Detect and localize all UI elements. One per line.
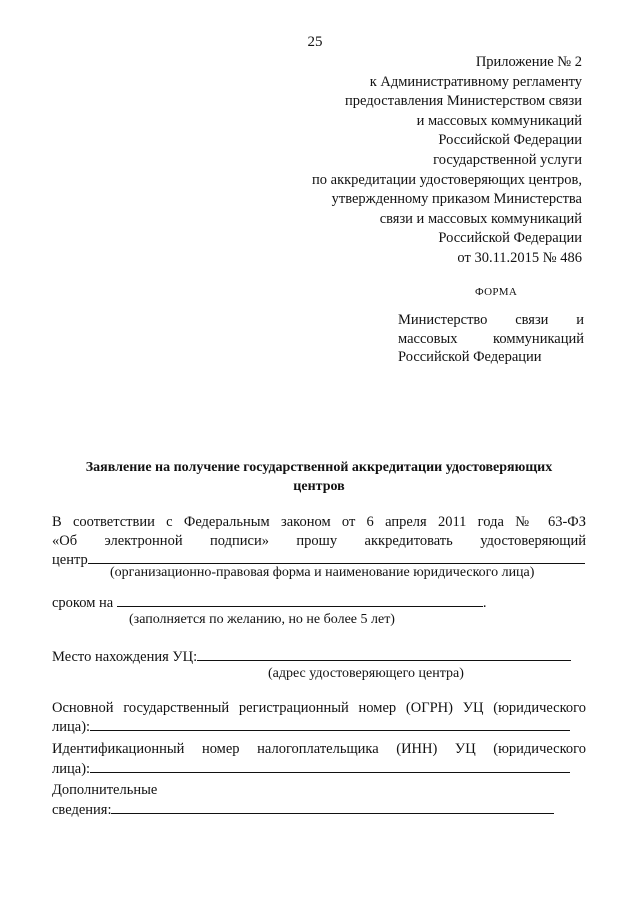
term-field[interactable] [52, 593, 486, 612]
inn-underline[interactable] [90, 759, 570, 773]
addressee-line: Российской Федерации [398, 349, 542, 365]
document-title [52, 458, 586, 496]
term-underline[interactable] [117, 593, 483, 607]
location-underline[interactable] [197, 647, 571, 661]
intro-paragraph [52, 513, 586, 550]
inn-label: лица): [52, 761, 91, 777]
inn-line: Идентификационный номер налогоплательщика (ИНН) УЦ (юридического [52, 741, 586, 757]
page-number: 25 [307, 34, 323, 50]
appendix-header [262, 53, 582, 269]
additional-field[interactable] [52, 800, 554, 819]
inn-field[interactable] [52, 759, 570, 778]
term-label: сроком на [52, 595, 114, 611]
location-field[interactable] [52, 647, 571, 666]
form-label: ФОРМА [475, 286, 518, 298]
appendix-line: к Административному регламенту [369, 73, 582, 90]
intro-line: «Об электронной подписи» прошу аккредитовать удостоверяющий [52, 532, 586, 549]
appendix-line: по аккредитации удостоверяющих центров, [312, 171, 582, 188]
addressee-block [398, 311, 584, 367]
appendix-line: Российской Федерации [438, 230, 582, 247]
additional-label: сведения: [52, 802, 112, 818]
ogrn-line: Основной государственный регистрационный номер (ОГРН) УЦ (юридического [52, 700, 586, 716]
appendix-line: утвержденному приказом Министерства [331, 191, 582, 208]
appendix-line: от 30.11.2015 № 486 [457, 249, 582, 266]
center-name-hint: (организационно-правовая форма и наименование юридического лица) [110, 565, 535, 580]
appendix-line: Приложение № 2 [475, 54, 582, 70]
location-label: Место нахождения УЦ: [52, 649, 198, 665]
term-hint: (заполняется по желанию, но не более 5 лет) [129, 612, 395, 627]
appendix-line: предоставления Министерством связи [345, 93, 582, 110]
title-line: центров [293, 479, 345, 494]
ogrn-underline[interactable] [90, 717, 570, 731]
term-end: . [482, 595, 487, 611]
addressee-line: Министерство связи и [398, 312, 584, 328]
center-label: центр [52, 552, 88, 568]
additional-underline[interactable] [111, 800, 554, 814]
addressee-line: массовых коммуникаций [398, 330, 584, 347]
appendix-line: и массовых коммуникаций [416, 112, 582, 129]
center-name-underline[interactable] [88, 550, 585, 564]
intro-line: В соответствии с Федеральным законом от 6 апреля 2011 года № 63-ФЗ [52, 514, 586, 530]
additional-line: Дополнительные [52, 782, 158, 798]
location-hint: (адрес удостоверяющего центра) [268, 666, 464, 681]
title-line: Заявление на получение государственной аккредитации удостоверяющих [85, 460, 553, 475]
appendix-line: государственной услуги [433, 151, 582, 168]
appendix-line: связи и массовых коммуникаций [379, 210, 582, 227]
ogrn-label: лица): [52, 719, 91, 735]
ogrn-field[interactable] [52, 717, 570, 736]
appendix-line: Российской Федерации [438, 132, 582, 149]
